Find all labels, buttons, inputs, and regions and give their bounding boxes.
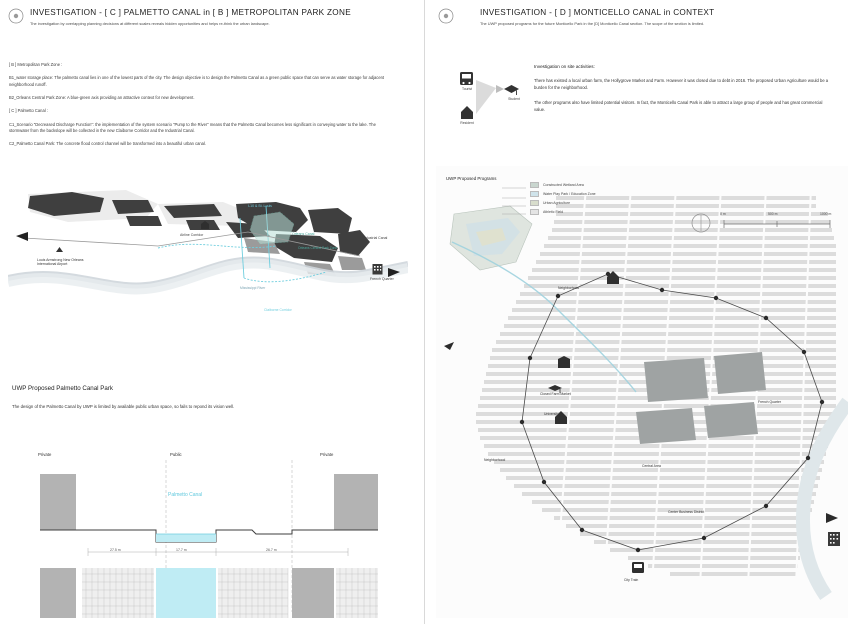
map-label-french-quarter: French Quarter xyxy=(758,400,781,404)
icon-label-student: Student xyxy=(508,97,520,101)
map-label-orleans-central-park-zone: Orleans Central Park Zone xyxy=(298,246,338,250)
legend-swatch xyxy=(530,191,539,197)
building-icon xyxy=(828,532,840,546)
right-activities xyxy=(534,64,834,122)
section-graphic xyxy=(38,460,386,620)
map-label-french-quarter: French Quarter xyxy=(370,277,394,281)
note-line: C2_Palmetto Canal Park: The concrete flood control channel will be transformed into a beautiful urban canal. xyxy=(9,141,206,147)
legend-leader-lines xyxy=(446,182,526,226)
scale-max: 1000 m xyxy=(820,212,832,216)
scale-bar xyxy=(690,212,840,234)
graduation-cap-icon xyxy=(504,85,519,95)
legend-label: Athletic Field xyxy=(543,210,564,214)
site-activity-icons xyxy=(452,70,530,130)
legend-item xyxy=(530,200,670,206)
map-label-airport: Louis Armstrong New Orleans International Airport xyxy=(37,258,84,266)
map-label-mississippi-river: Mississippi River xyxy=(240,286,266,290)
map-label-university: University xyxy=(544,412,559,416)
map-label-i10: I-10 & St. Louis xyxy=(248,204,272,208)
zone-label-public: Public xyxy=(170,452,182,457)
legend-title: UWP Proposed Programs xyxy=(446,176,497,181)
zone-label-private-left: Private xyxy=(38,452,52,457)
panel-divider xyxy=(424,0,425,624)
pavilion-icon xyxy=(200,220,210,230)
legend-item xyxy=(530,191,670,197)
note-line: B2_Orleans Central Park Zone: A blue-green axis providing an attractive context for new development. xyxy=(9,95,195,101)
bus-icon xyxy=(460,72,473,85)
canal-label: Palmetto Canal xyxy=(168,492,203,498)
airport-icon xyxy=(56,247,63,252)
legend-label: Urban Agriculture xyxy=(543,201,571,205)
house-icon xyxy=(461,106,473,119)
zone-label-private-right: Private xyxy=(320,452,334,457)
right-header xyxy=(438,6,838,32)
legend-label: Constructed Wetland Area xyxy=(543,183,584,187)
map-label-neighborhood-west: Neighborhood xyxy=(484,458,506,462)
canal-section-drawing xyxy=(38,452,386,617)
map-label-central-area: Central Area xyxy=(642,464,661,468)
map-label-city-train: City Train xyxy=(624,578,639,582)
left-title: INVESTIGATION - [ C ] PALMETTO CANAL in [ B ] METROPOLITAN PARK ZONE xyxy=(30,8,351,17)
legend-item xyxy=(530,209,670,215)
legend-swatch xyxy=(530,182,539,188)
note-line: C1_Scenario "Decreased Discharge Function": the implementation of the system scenario "Pump to the River" means that the Palmetto Canal becomes less significant in conveying water to the lake. The stormwater from the backslope will be collected in the new Claiborne Corridor and the Industrial Canal. xyxy=(9,121,376,134)
map-label-claiborne-corridor: Claiborne Corridor xyxy=(264,308,292,312)
map-label-airline-corridor: Airline Corridor xyxy=(180,233,204,237)
note-line: [ C ] Palmetto Canal : xyxy=(9,108,48,114)
legend-swatch xyxy=(530,200,539,206)
right-subtitle: The UWP proposed programs for the future Monticello Park in the [D] Monticello Canal section. The scope of the section is limited. xyxy=(480,21,705,26)
legend-label: Water Play Park / Education Zone xyxy=(543,192,596,196)
map-label-orleans-canal: Orleans Canal xyxy=(292,232,315,236)
map-label-closed-farm-market: Closed Farm Market xyxy=(540,392,571,396)
left-map xyxy=(8,160,408,360)
icon-label-tourist: Tourist xyxy=(462,87,472,91)
train-icon xyxy=(632,562,644,573)
section-title: UWP Proposed Palmetto Canal Park xyxy=(12,385,113,392)
circle-investigation-icon xyxy=(8,8,24,29)
dimension-left: 27.5 m xyxy=(110,548,121,552)
note-line: [ B ] Metropolitan Park Zone : xyxy=(9,62,63,67)
activities-heading: Investigation on site activities: xyxy=(534,64,595,69)
circle-investigation-icon xyxy=(438,8,454,29)
legend-swatch xyxy=(530,209,539,215)
dimension-canal: 17.7 m xyxy=(176,548,187,552)
left-subtitle: The investigation by overlapping planning decisions at different scales reveals hidden opportunities and helps re-think the urban landscape. xyxy=(30,21,270,26)
building-icon xyxy=(372,263,383,275)
map-label-cbd: Center Business District xyxy=(668,510,705,514)
right-title: INVESTIGATION - [ D ] MONTICELLO CANAL in CONTEXT xyxy=(480,8,715,17)
left-section-heading xyxy=(12,385,402,410)
section-body: The design of the Palmetto Canal by UWP is limited by available public urban space, so fails to repond its vision well. xyxy=(12,404,235,409)
note-line: B1_water storage place: The palmetto canal lies in one of the lowest parts of the city. The design objective is to design the Palmetto Canal as a green public space that can serve as water storage for adjacent neighborhood runoff. xyxy=(9,75,385,87)
program-legend xyxy=(446,176,596,214)
activities-paragraph: There has existed a local urban farm, the Hollygrove Market and Farm. However it was closed due to debt in 2016. The proposed Urban Agriculture would be a burden for the neighborhood. xyxy=(534,78,829,90)
map-label-industrial-canal: Industrial Canal xyxy=(363,236,388,240)
dimension-right: 26.7 m xyxy=(266,548,277,552)
icon-label-resident: Resident xyxy=(460,121,474,125)
legend-item xyxy=(530,182,670,188)
map-label-neighborhood-north: Neighborhood xyxy=(558,286,580,290)
left-notes xyxy=(9,62,397,155)
scale-graphic xyxy=(690,212,840,234)
scale-zero: 0 m xyxy=(720,212,726,216)
scale-mid: 500 m xyxy=(768,212,778,216)
activities-paragraph: The other programs also have limited potential visitors. In fact, the Monticello Canal Park is able to attract a large group of people and has great commercial value. xyxy=(534,100,823,112)
left-header xyxy=(8,6,408,32)
